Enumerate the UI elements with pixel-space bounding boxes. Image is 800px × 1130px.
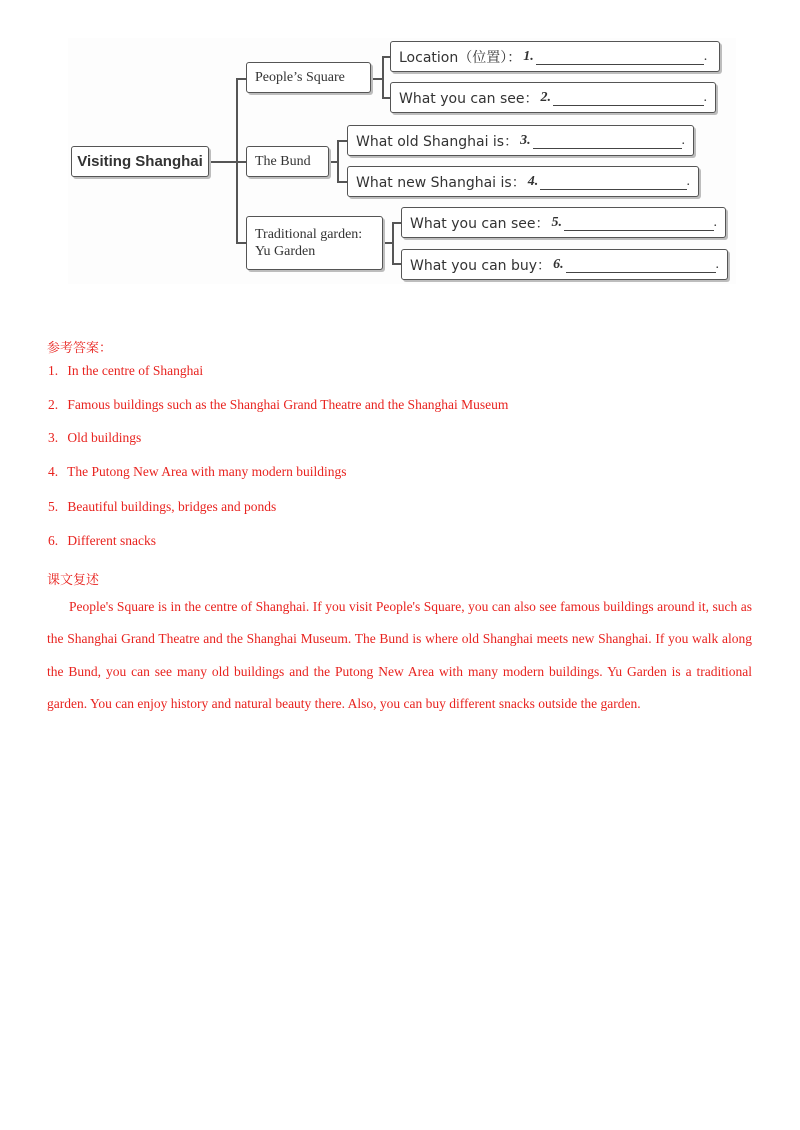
answer-blank (540, 174, 686, 190)
connector-line (382, 97, 390, 99)
leaf-what-you-can-see-square (390, 82, 716, 113)
answer-blank (536, 49, 704, 65)
connector-line (392, 263, 401, 265)
blank-number: 3. (520, 132, 531, 148)
answer-item (48, 397, 508, 413)
answer-text: Old buildings (67, 430, 142, 445)
connector-line (337, 181, 347, 183)
answer-text: The Putong New Area with many modern buildings (67, 464, 347, 479)
answer-blank (564, 215, 713, 231)
blank-number: 2. (540, 89, 552, 105)
leaf-what-old-shanghai-is (347, 125, 694, 156)
answer-text: Different snacks (67, 533, 156, 548)
mind-map-figure (68, 38, 736, 284)
blank-number: 1. (523, 48, 534, 64)
answer-number: 3. (48, 430, 59, 445)
blank-period: . (713, 214, 717, 230)
blank-period: . (703, 89, 707, 105)
blank-number: 5. (551, 214, 563, 230)
answers-heading: 参考答案： (47, 341, 113, 356)
connector-line (236, 78, 246, 80)
answer-number: 5. (48, 499, 59, 514)
blank-period: . (715, 256, 719, 272)
leaf-label: What old Shanghai is： (356, 133, 519, 150)
blank-period: . (686, 173, 690, 189)
leaf-label: Location（位置）： (399, 49, 522, 66)
answer-blank (553, 90, 703, 106)
leaf-label: What you can see： (399, 90, 539, 107)
answer-item (48, 363, 203, 379)
connector-line (329, 161, 337, 163)
leaf-what-new-shanghai-is (347, 166, 699, 197)
connector-line (392, 222, 401, 224)
blank-period: . (703, 48, 708, 64)
answer-item (48, 430, 141, 446)
answer-text: In the centre of Shanghai (67, 363, 204, 378)
answer-item (48, 499, 276, 515)
blank-period: . (681, 132, 685, 148)
connector-line (209, 161, 236, 163)
leaf-label: What you can buy： (410, 257, 552, 274)
blank-number: 6. (553, 256, 564, 272)
leaf-label: What you can see： (410, 215, 550, 232)
leaf-what-you-can-buy (401, 249, 728, 280)
connector-line (236, 242, 246, 244)
branch-peoples-square: People’s Square (246, 62, 371, 93)
answer-item (48, 464, 346, 480)
answer-number: 4. (48, 464, 59, 479)
connector-line (337, 140, 339, 182)
leaf-location (390, 41, 720, 72)
branch-the-bund: The Bund (246, 146, 329, 177)
connector-line (382, 56, 390, 58)
branch-label-line1: Traditional garden: (255, 227, 363, 242)
answer-blank (566, 257, 716, 273)
branch-label-line2: Yu Garden (255, 244, 316, 259)
connector-line (371, 78, 382, 80)
answer-text: Beautiful buildings, bridges and ponds (67, 499, 277, 514)
connector-line (392, 222, 394, 264)
answer-number: 6. (48, 533, 59, 548)
connector-line (236, 161, 246, 163)
answer-number: 1. (48, 363, 59, 378)
answer-item (48, 533, 156, 549)
answer-blank (533, 133, 682, 149)
root-node: Visiting Shanghai (71, 146, 209, 177)
leaf-what-you-can-see-garden (401, 207, 726, 238)
connector-line (337, 140, 347, 142)
branch-yu-garden (246, 216, 383, 270)
connector-line (383, 242, 392, 244)
retell-heading: 课文复述 (47, 573, 100, 588)
blank-number: 4. (527, 173, 539, 189)
connector-line (382, 56, 384, 98)
answer-number: 2. (48, 397, 59, 412)
answer-text: Famous buildings such as the Shanghai Grand Theatre and the Shanghai Museum (67, 397, 509, 412)
retell-paragraph: People's Square is in the centre of Shanghai. If you visit People's Square, you can also see famous buildings around it, such as the Shanghai Grand Theatre and the Shanghai Museum. The Bund is where old Shanghai meets new Shanghai. If you walk along the Bund, you can see many old buildings and the Putong New Area with many modern buildings. Yu Garden is a traditional garden. You can enjoy history and natural beauty there. Also, you can buy different snacks outside the garden. (47, 599, 752, 711)
leaf-label: What new Shanghai is： (356, 174, 526, 191)
